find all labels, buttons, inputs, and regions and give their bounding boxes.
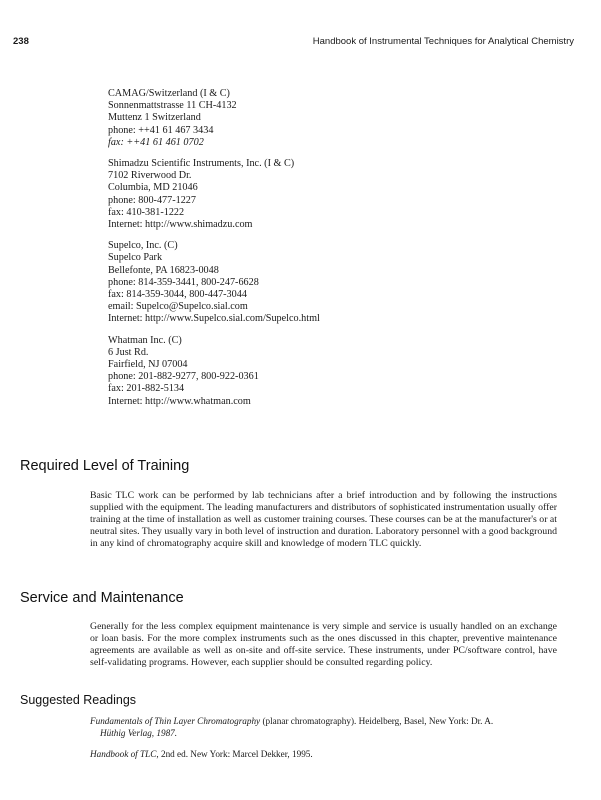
paragraph-training: Basic TLC work can be performed by lab technicians after a brief introduction and by following the instructions supplied with the equipment. The leading manufacturers and distributors of sophisticated instrumentation usually offer training at the time of installation as well as customer training courses. These courses can be at the manufacturer's or at neutral sites. They usually vary in both level of instruction and duration. Laboratory personnel with a good background in any kind of chromatography acquire skill and knowledge of modern TLC quickly. xyxy=(90,490,557,550)
vendor-line: fax: 814-359-3044, 800-447-3044 xyxy=(108,289,247,301)
vendor-line: Columbia, MD 21046 xyxy=(108,182,198,194)
reference-details: (planar chromatography). Heidelberg, Basel, New York: Dr. A. xyxy=(260,716,494,726)
vendor-line: fax: ++41 61 461 0702 xyxy=(108,136,204,148)
vendor-line: CAMAG/Switzerland (I & C) xyxy=(108,88,230,99)
vendor-whatman xyxy=(108,335,528,408)
vendor-shimadzu xyxy=(108,158,528,231)
reference-list xyxy=(90,716,560,769)
vendor-line: phone: ++41 61 467 3434 xyxy=(108,124,214,136)
vendor-line: Whatman Inc. (C) xyxy=(108,334,182,346)
page-header xyxy=(0,0,601,50)
reference-item xyxy=(90,749,560,761)
vendor-line: Supelco, Inc. (C) xyxy=(108,240,178,252)
vendor-camag xyxy=(108,88,528,149)
reference-details: , 2nd ed. New York: Marcel Dekker, 1995. xyxy=(156,748,313,759)
vendor-line: fax: 410-381-1222 xyxy=(108,206,185,218)
heading-service: Service and Maintenance xyxy=(20,590,184,606)
running-title: Handbook of Instrumental Techniques for Analytical Chemistry xyxy=(312,36,574,47)
reference-title: Handbook of TLC xyxy=(90,748,157,759)
vendor-list xyxy=(108,88,528,417)
vendor-line: fax: 201-882-5134 xyxy=(108,383,185,395)
vendor-line: Internet: http://www.shimadzu.com xyxy=(108,219,253,231)
vendor-line: Shimadzu Scientific Instruments, Inc. (I & C) xyxy=(108,158,295,170)
vendor-supelco xyxy=(108,240,528,325)
page-number: 238 xyxy=(13,36,29,47)
vendor-line: Internet: http://www.whatman.com xyxy=(108,395,251,407)
vendor-line: 7102 Riverwood Dr. xyxy=(108,170,192,182)
vendor-line: Internet: http://www.Supelco.sial.com/Supelco.html xyxy=(108,313,320,325)
vendor-line: Sonnenmattstrasse 11 CH-4132 xyxy=(108,100,237,112)
vendor-line: phone: 814-359-3441, 800-247-6628 xyxy=(108,276,259,288)
reference-item xyxy=(90,716,560,740)
heading-suggested-readings: Suggested Readings xyxy=(20,693,137,707)
vendor-line: phone: 201-882-9277, 800-922-0361 xyxy=(108,371,259,383)
paragraph-service: Generally for the less complex equipment maintenance is very simple and service is usually handled on an exchange or loan basis. For the more complex instruments such as the ones discussed in this chapter, preventive maintenance agreements are available as well as on-site and off-site service. These instruments, under PC/software control, have self-validating programs. However, each supplier should be consulted regarding policy. xyxy=(90,621,557,669)
vendor-line: Fairfield, NJ 07004 xyxy=(108,359,188,371)
reference-title: Fundamentals of Thin Layer Chromatography xyxy=(90,716,261,726)
vendor-line: Supelco Park xyxy=(108,252,163,264)
reference-continuation: Hüthig Verlag, 1987. xyxy=(100,727,178,738)
vendor-line: Bellefonte, PA 16823-0048 xyxy=(108,264,219,276)
heading-training: Required Level of Training xyxy=(20,458,190,474)
vendor-line: phone: 800-477-1227 xyxy=(108,194,196,206)
vendor-line: Muttenz 1 Switzerland xyxy=(108,112,201,124)
vendor-line: email: Supelco@Supelco.sial.com xyxy=(108,301,248,313)
vendor-line: 6 Just Rd. xyxy=(108,346,149,358)
